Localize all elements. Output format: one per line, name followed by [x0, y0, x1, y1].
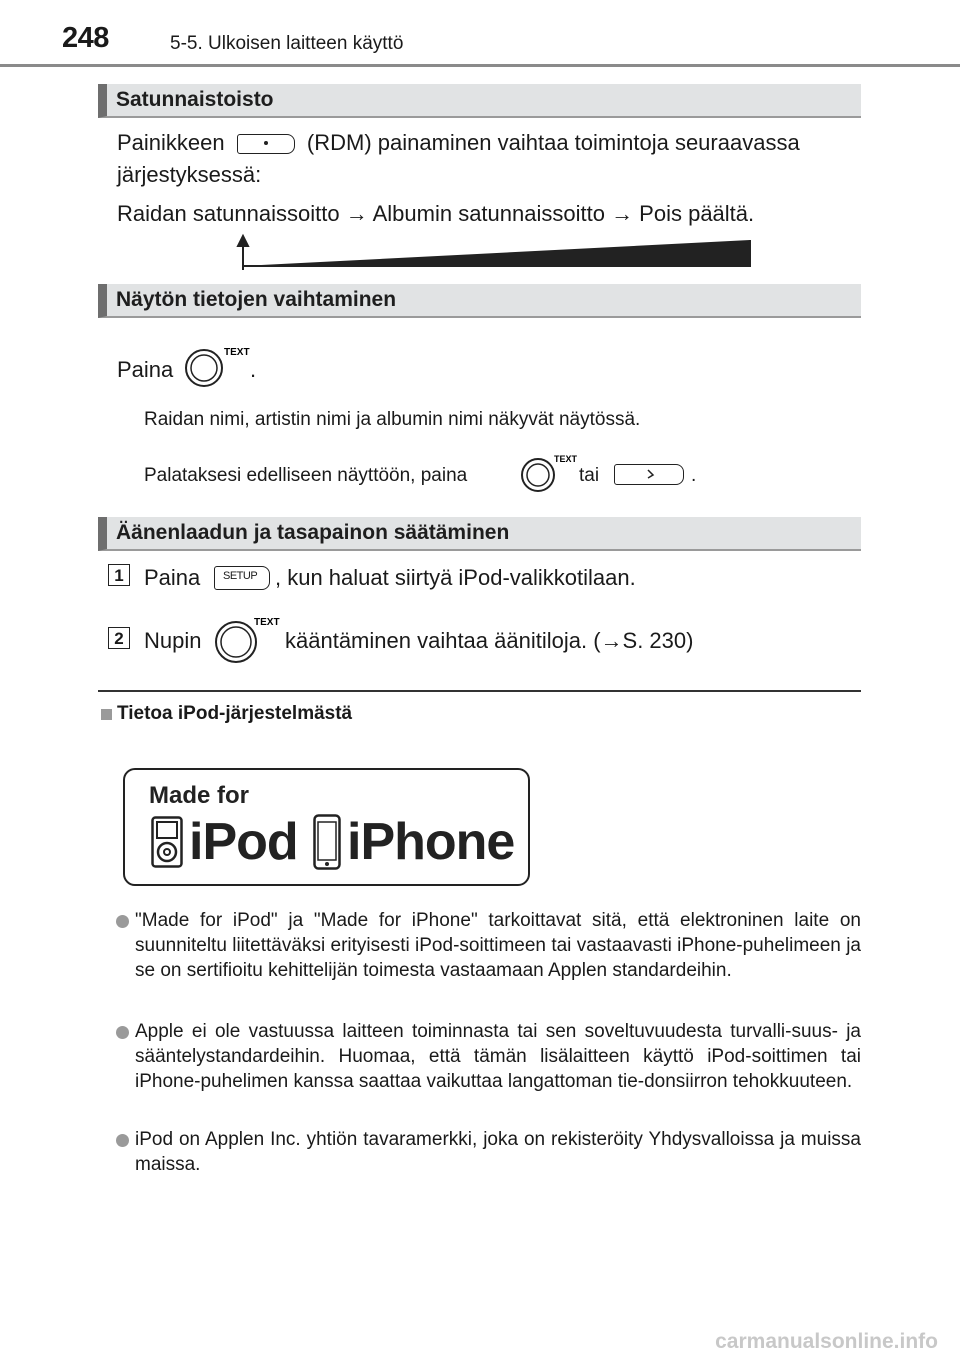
logo-made-for: Made for	[149, 782, 250, 809]
bullet-icon	[116, 915, 129, 928]
text-line2: järjestyksessä:	[117, 162, 262, 187]
section-title: Näytön tietojen vaihtaminen	[116, 288, 397, 311]
random-sequence: Raidan satunnaissoitto → Albumin satunnaissoitto → Pois päältä.	[117, 201, 755, 226]
section-header-sound	[98, 517, 861, 551]
section-title: Satunnaistoisto	[116, 88, 274, 111]
text-line1a: Painikkeen	[117, 130, 225, 155]
bullet-icon	[116, 1134, 129, 1147]
step1-text-a: Paina	[144, 565, 201, 590]
text-knob-icon	[520, 452, 580, 496]
rdm-button-icon	[237, 134, 295, 154]
display-note: Raidan nimi, artistin nimi ja albumin nimi näkyvät näytössä.	[144, 409, 641, 430]
return-note-or: tai	[579, 465, 600, 486]
text-knob-icon	[214, 614, 280, 664]
knob-label: TEXT	[254, 617, 280, 628]
text-line1b: (RDM) painaminen vaihtaa toimintoja seuraavassa	[306, 130, 800, 155]
logo-ipod: iPod	[189, 813, 298, 871]
text-knob-icon	[184, 344, 250, 388]
iphone-device-icon	[313, 814, 341, 870]
back-button-icon	[614, 464, 684, 485]
setup-label: SETUP	[223, 570, 258, 582]
section-header-random	[98, 84, 861, 118]
ipod-device-icon	[151, 816, 183, 868]
knob-label: TEXT	[224, 347, 250, 358]
page-number: 248	[62, 22, 109, 54]
press-label: Paina	[117, 357, 174, 382]
watermark: carmanualsonline.info	[715, 1330, 938, 1353]
section-header-display	[98, 284, 861, 318]
header-divider	[0, 64, 960, 67]
period: .	[250, 357, 257, 382]
info-bullet-1: "Made for iPod" ja "Made for iPhone" tarkoittavat sitä, että elektroninen laite on suunniteltu liitettäväksi erityisesti iPod-soittimeen tai vastaavasti iPhone-puhelimeen ja se on sertifioitu kehittelijän toimesta vastaamaan Applen standardeihin.	[135, 910, 861, 981]
bullet-icon	[116, 1026, 129, 1039]
random-paragraph	[117, 126, 862, 160]
cycle-arrow-icon	[230, 232, 760, 272]
info-bullet-3: iPod on Applen Inc. yhtiön tavaramerkki, joka on rekisteröity Yhdysvalloissa ja muissa maissa.	[135, 1129, 861, 1175]
return-note-period: .	[691, 465, 697, 486]
square-bullet-icon	[101, 709, 112, 720]
section-divider	[98, 690, 861, 692]
chapter-title: 5-5. Ulkoisen laitteen käyttö	[170, 33, 404, 54]
logo-iphone: iPhone	[347, 813, 515, 871]
step-number: 1	[108, 564, 130, 586]
section-title: Äänenlaadun ja tasapainon säätäminen	[116, 521, 510, 544]
step2-text-a: Nupin	[144, 628, 202, 653]
info-bullet-2: Apple ei ole vastuussa laitteen toiminnasta tai sen soveltuvuudesta turvalli-suus- ja sääntelystandardeihin. Huomaa, että tämän lisälaitteen käyttö iPod-soittimen tai iPhone-puhelimen kanssa saattaa vaikuttaa langattoman tie-donsiirron tehokkuuteen.	[135, 1021, 861, 1092]
made-for-ipod-iphone-logo	[123, 768, 530, 886]
setup-button-icon	[214, 566, 270, 590]
step-number: 2	[108, 627, 130, 649]
return-note-a: Palataksesi edelliseen näyttöön, paina	[144, 465, 468, 486]
step2-text-b: kääntäminen vaihtaa äänitiloja. (→S. 230)	[285, 628, 694, 653]
knob-label: TEXT	[554, 454, 578, 464]
step1-text-b: , kun haluat siirtyä iPod-valikkotilaan.	[275, 565, 636, 590]
info-heading: Tietoa iPod-järjestelmästä	[117, 703, 353, 724]
